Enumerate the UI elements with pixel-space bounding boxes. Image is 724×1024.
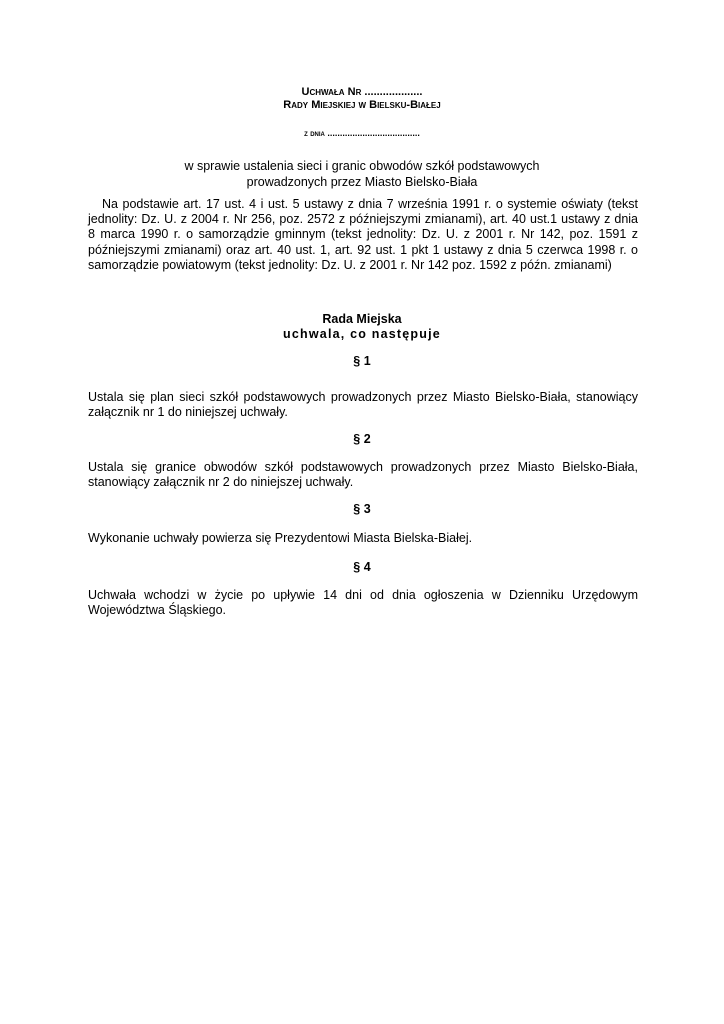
resolution-subject <box>0 158 724 190</box>
paragraph-3-text: Wykonanie uchwały powierza się Prezydentowi Miasta Bielska-Białej. <box>88 531 473 545</box>
paragraph-3-heading: § 3 <box>353 502 371 516</box>
paragraph-1-heading: § 1 <box>353 354 371 368</box>
resolution-date: z dnia ..................................... <box>304 128 420 138</box>
council-title: Rady Miejskiej w Bielsku-Białej <box>283 99 441 111</box>
resolution-title: Uchwała Nr ................... <box>301 86 423 98</box>
paragraph-4-heading: § 4 <box>353 560 371 574</box>
subject-line-2: prowadzonych przez Miasto Bielsko-Biała <box>246 175 478 189</box>
council-resolves: uchwala, co następuje <box>283 327 441 341</box>
paragraph-4-text: Uchwała wchodzi w życie po upływie 14 dni od dnia ogłoszenia w Dzienniku Urzędowym Województwa Śląskiego. <box>88 588 638 618</box>
paragraph-2-heading: § 2 <box>353 432 371 446</box>
council-name: Rada Miejska <box>322 312 402 326</box>
paragraph-2-text: Ustala się granice obwodów szkół podstawowych prowadzonych przez Miasto Bielsko-Biała, stanowiący załącznik nr 2 do niniejszej uchwały. <box>88 460 638 490</box>
legal-basis-preamble: Na podstawie art. 17 ust. 4 i ust. 5 ustawy z dnia 7 września 1991 r. o systemie oświaty (tekst jednolity: Dz. U. z 2004 r. Nr 256, poz. 2572 z późniejszymi zmianami), art. 40 ust.1 ustawy z dnia 8 marca 1990 r. o samorządzie gminnym (tekst jednolity: Dz. U. z 2001 r. Nr 142, poz. 1591 z późniejszymi zmianami) oraz art. 40 ust. 1, art. 92 ust. 1 pkt 1 ustawy z dnia 5 czerwca 1998 r. o samorządzie powiatowym (tekst jednolity: Dz. U. z 2001 r. Nr 142 poz. 1592 z późn. zmianami) <box>88 197 638 272</box>
paragraph-1-text: Ustala się plan sieci szkół podstawowych prowadzonych przez Miasto Bielsko-Biała, stanowiący załącznik nr 1 do niniejszej uchwały. <box>88 390 638 420</box>
subject-line-1: w sprawie ustalenia sieci i granic obwodów szkół podstawowych <box>184 159 540 173</box>
